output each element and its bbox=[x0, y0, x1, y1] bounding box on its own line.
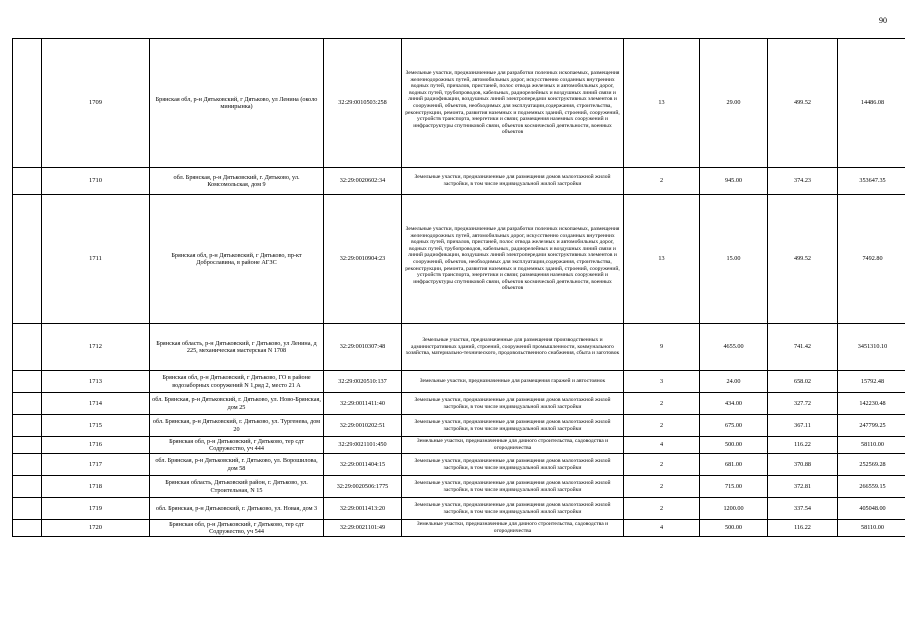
table-row bbox=[13, 324, 905, 371]
use-group-code: 2 bbox=[624, 498, 700, 520]
specific-value: 658.02 bbox=[768, 371, 838, 393]
permitted-use: Земельные участки, предназначенные для разработки полезных ископаемых, размещения железнодорожных путей, автомобильных дорог, искусственно созданных внутренних водных путей, причалов, пристаней, полос отвода железных и автомобильных дорог, водных путей, трубопроводов, кабельных, радиорелейных и воздушных линий связи и линий радиофикации, воздушных линий электропередачи конструктивных элементов и сооружений, объектов, необходимых для эксплуатации,содержания, строительства, реконструкции, ремонта, развития наземных и подземных зданий, строений, сооружений, устройств транспорта, энергетики и связи; размещения наземных сооружений и инфраструктуры спутниковой связи, объектов космической деятельности, военных объектов bbox=[402, 39, 624, 168]
table-row bbox=[13, 195, 905, 324]
row-blank-cell bbox=[13, 454, 42, 476]
specific-value: 337.54 bbox=[768, 498, 838, 520]
land-area: 500.00 bbox=[700, 520, 768, 537]
location-address: Брянская обл, р-н Дятьковский, г Дятьково, тер сдт Содружество, уч 444 bbox=[150, 437, 324, 454]
specific-value: 327.72 bbox=[768, 393, 838, 415]
row-number: 1710 bbox=[42, 168, 150, 195]
cadastral-value: 7492.80 bbox=[838, 195, 905, 324]
location-address: Брянская обл, р-н Дятьковский, г Дятьково, тер сдт Содружество, уч 544 bbox=[150, 520, 324, 537]
row-blank-cell bbox=[13, 476, 42, 498]
permitted-use: Земельные участки, предназначенные для размещения домов малоэтажной жилой застройки, в том числе индивидуальной жилой застройки bbox=[402, 454, 624, 476]
table-row bbox=[13, 437, 905, 454]
cadastral-value: 58110.00 bbox=[838, 520, 905, 537]
permitted-use: Земельные участки, предназначенные для размещения гаражей и автостоянок bbox=[402, 371, 624, 393]
cadastral-value: 266559.15 bbox=[838, 476, 905, 498]
row-blank-cell bbox=[13, 415, 42, 437]
row-blank-cell bbox=[13, 437, 42, 454]
use-group-code: 2 bbox=[624, 476, 700, 498]
use-group-code: 13 bbox=[624, 195, 700, 324]
use-group-code: 4 bbox=[624, 437, 700, 454]
row-number: 1715 bbox=[42, 415, 150, 437]
cadastral-value: 14486.08 bbox=[838, 39, 905, 168]
row-blank-cell bbox=[13, 168, 42, 195]
cadastral-value: 252569.28 bbox=[838, 454, 905, 476]
table-row bbox=[13, 476, 905, 498]
cadastral-number: 32:29:0020506:1775 bbox=[324, 476, 402, 498]
location-address: обл. Брянская, р-н Дятьковский, г. Дятьково, ул. Комсомольская, дом 9 bbox=[150, 168, 324, 195]
cadastral-number: 32:29:0011413:20 bbox=[324, 498, 402, 520]
land-area: 24.00 bbox=[700, 371, 768, 393]
row-blank-cell bbox=[13, 195, 42, 324]
cadastral-number: 32:29:0020602:34 bbox=[324, 168, 402, 195]
land-area: 4655.00 bbox=[700, 324, 768, 371]
row-number: 1717 bbox=[42, 454, 150, 476]
table-row bbox=[13, 454, 905, 476]
table-row bbox=[13, 39, 905, 168]
cadastral-number: 32:29:0010503:258 bbox=[324, 39, 402, 168]
cadastral-value: 405048.00 bbox=[838, 498, 905, 520]
table-row bbox=[13, 520, 905, 537]
cadastral-number: 32:29:0020510:137 bbox=[324, 371, 402, 393]
permitted-use: Земельные участки, предназначенные для размещения производственных и административных зданий, строений, сооружений промышленности, коммунального хозяйства, материально-технического, продовольственного снабжения, сбыта и заготовок bbox=[402, 324, 624, 371]
page-number: 90 bbox=[879, 16, 887, 25]
cadastral-number: 32:29:0011411:40 bbox=[324, 393, 402, 415]
location-address: обл. Брянская, р-н Дятьковский, г. Дятьково, ул. Новая, дом 3 bbox=[150, 498, 324, 520]
cadastral-value: 142230.48 bbox=[838, 393, 905, 415]
row-blank-cell bbox=[13, 324, 42, 371]
location-address: Брянская обл, р-н Дятьковский, г Дятьково, пр-кт Доброславина, в районе АГЗС bbox=[150, 195, 324, 324]
row-blank-cell bbox=[13, 520, 42, 537]
use-group-code: 9 bbox=[624, 324, 700, 371]
specific-value: 374.23 bbox=[768, 168, 838, 195]
cadastral-value: 353647.35 bbox=[838, 168, 905, 195]
cadastral-number: 32:29:0010904:23 bbox=[324, 195, 402, 324]
table-row bbox=[13, 168, 905, 195]
land-area: 681.00 bbox=[700, 454, 768, 476]
row-blank-cell bbox=[13, 393, 42, 415]
row-number: 1711 bbox=[42, 195, 150, 324]
cadastral-value: 247799.25 bbox=[838, 415, 905, 437]
location-address: Брянская область, р-н Дятьковский, г Дятьково, ул Ленина, д 225, механическая мастерская N 1708 bbox=[150, 324, 324, 371]
specific-value: 499.52 bbox=[768, 195, 838, 324]
row-number: 1718 bbox=[42, 476, 150, 498]
cadastral-value: 3451310.10 bbox=[838, 324, 905, 371]
land-area: 1200.00 bbox=[700, 498, 768, 520]
use-group-code: 4 bbox=[624, 520, 700, 537]
cadastral-value: 15792.48 bbox=[838, 371, 905, 393]
table-row bbox=[13, 393, 905, 415]
row-number: 1719 bbox=[42, 498, 150, 520]
specific-value: 741.42 bbox=[768, 324, 838, 371]
specific-value: 372.81 bbox=[768, 476, 838, 498]
specific-value: 367.11 bbox=[768, 415, 838, 437]
permitted-use: Земельные участки, предназначенные для размещения домов малоэтажной жилой застройки, в том числе индивидуальной жилой застройки bbox=[402, 393, 624, 415]
land-area: 675.00 bbox=[700, 415, 768, 437]
permitted-use: Земельные участки, предназначенные для размещения домов малоэтажной жилой застройки, в том числе индивидуальной жилой застройки bbox=[402, 498, 624, 520]
specific-value: 370.88 bbox=[768, 454, 838, 476]
specific-value: 116.22 bbox=[768, 437, 838, 454]
cadastral-number: 32:29:0010307:48 bbox=[324, 324, 402, 371]
use-group-code: 2 bbox=[624, 415, 700, 437]
location-address: обл. Брянская, р-н Дятьковский, г. Дятьково, ул. Тургенева, дом 20 bbox=[150, 415, 324, 437]
location-address: Брянская обл, р-н Дятьковский, г Дятьково, ул Ленина (около минирынка) bbox=[150, 39, 324, 168]
cadastral-number: 32:29:0011404:15 bbox=[324, 454, 402, 476]
row-number: 1713 bbox=[42, 371, 150, 393]
use-group-code: 2 bbox=[624, 454, 700, 476]
land-area: 29.00 bbox=[700, 39, 768, 168]
permitted-use: Земельные участки, предназначенные для разработки полезных ископаемых, размещения железнодорожных путей, автомобильных дорог, искусственно созданных внутренних водных путей, причалов, пристаней, полос отвода железных и автомобильных дорог, водных путей, трубопроводов, кабельных, радиорелейных и воздушных линий связи и линий радиофикации, воздушных линий электропередачи конструктивных элементов и сооружений, объектов, необходимых для эксплуатации,содержания, строительства, реконструкции, ремонта, развития наземных и подземных зданий, строений, сооружений, устройств транспорта, энергетики и связи; размещения наземных сооружений и инфраструктуры спутниковой связи, объектов космической деятельности, военных объектов bbox=[402, 195, 624, 324]
row-number: 1716 bbox=[42, 437, 150, 454]
table-row bbox=[13, 415, 905, 437]
table-row bbox=[13, 371, 905, 393]
land-registry-table bbox=[12, 38, 905, 537]
permitted-use: Земельные участки, предназначенные для размещения домов малоэтажной жилой застройки, в том числе индивидуальной жилой застройки bbox=[402, 168, 624, 195]
location-address: Брянская область, Дятьковский район, г. Дятьково, ул. Строительная, N 15 bbox=[150, 476, 324, 498]
cadastral-number: 32:29:0021101:450 bbox=[324, 437, 402, 454]
location-address: обл. Брянская, р-н Дятьковский, г. Дятьково, ул. Ворошилова, дом 58 bbox=[150, 454, 324, 476]
row-number: 1720 bbox=[42, 520, 150, 537]
permitted-use: Земельные участки, предназначенные для дачного строительства, садоводства и огородничества bbox=[402, 520, 624, 537]
cadastral-number: 32:29:0010202:51 bbox=[324, 415, 402, 437]
use-group-code: 3 bbox=[624, 371, 700, 393]
cadastral-value: 58110.00 bbox=[838, 437, 905, 454]
row-blank-cell bbox=[13, 371, 42, 393]
permitted-use: Земельные участки, предназначенные для размещения домов малоэтажной жилой застройки, в том числе индивидуальной жилой застройки bbox=[402, 415, 624, 437]
row-number: 1712 bbox=[42, 324, 150, 371]
use-group-code: 13 bbox=[624, 39, 700, 168]
permitted-use: Земельные участки, предназначенные для размещения домов малоэтажной жилой застройки, в том числе индивидуальной жилой застройки bbox=[402, 476, 624, 498]
land-area: 945.00 bbox=[700, 168, 768, 195]
use-group-code: 2 bbox=[624, 168, 700, 195]
land-area: 715.00 bbox=[700, 476, 768, 498]
specific-value: 499.52 bbox=[768, 39, 838, 168]
land-area: 434.00 bbox=[700, 393, 768, 415]
location-address: Брянская обл, р-н Дятьковский, г Дятьково, ГО в районе водозаборных сооружений N 1,ряд 2, место 21 А bbox=[150, 371, 324, 393]
row-blank-cell bbox=[13, 498, 42, 520]
permitted-use: Земельные участки, предназначенные для дачного строительства, садоводства и огородничества bbox=[402, 437, 624, 454]
cadastral-number: 32:29:0021101:49 bbox=[324, 520, 402, 537]
row-blank-cell bbox=[13, 39, 42, 168]
land-area: 15.00 bbox=[700, 195, 768, 324]
use-group-code: 2 bbox=[624, 393, 700, 415]
specific-value: 116.22 bbox=[768, 520, 838, 537]
location-address: обл. Брянская, р-н Дятьковский, г. Дятьково, ул. Ново-Брянская, дом 25 bbox=[150, 393, 324, 415]
table-row bbox=[13, 498, 905, 520]
row-number: 1714 bbox=[42, 393, 150, 415]
land-area: 500.00 bbox=[700, 437, 768, 454]
row-number: 1709 bbox=[42, 39, 150, 168]
